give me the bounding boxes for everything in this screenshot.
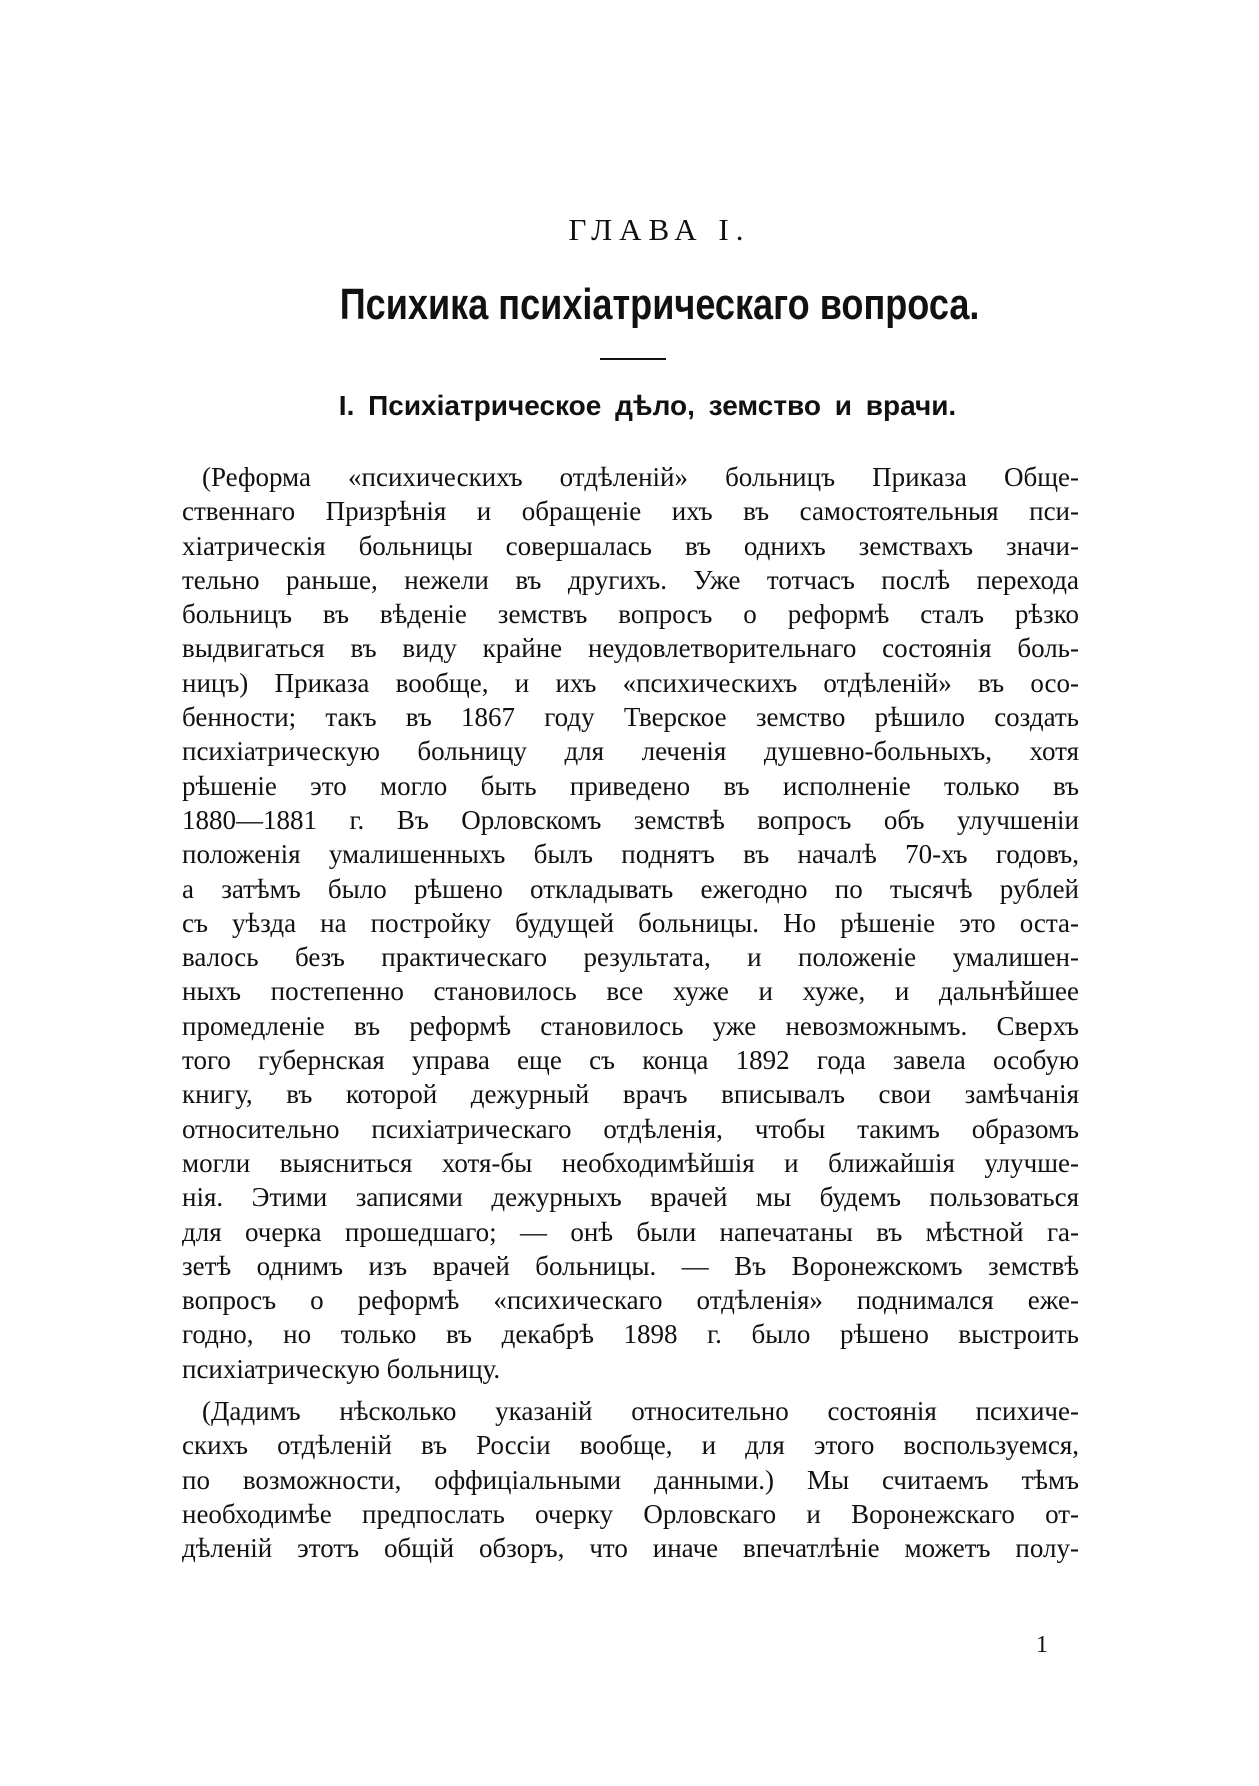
- text-line: съ уѣзда на постройку будущей больницы. Но рѣшеніе это оста-: [182, 907, 1079, 938]
- chapter-title: Психика психіатрическаго вопроса.: [339, 280, 980, 329]
- text-line: зетѣ однимъ изъ врачей больницы. — Въ Воронежскомъ земствѣ: [182, 1250, 1079, 1281]
- body-text: [182, 460, 1079, 1566]
- text-line: (Реформа «психическихъ отдѣленій» больницъ Приказа Обще-: [202, 462, 1079, 492]
- text-line: книгу, въ которой дежурный врачъ вписывалъ свои замѣчанія: [182, 1079, 1079, 1110]
- text-line: дѣленій этотъ общій обзоръ, что иначе впечатлѣніе можетъ полу-: [182, 1533, 1079, 1564]
- text-line: для очерка прошедшаго; — онѣ были напечатаны въ мѣстной га-: [182, 1216, 1079, 1247]
- text-line: вопросъ о реформѣ «психическаго отдѣленія» поднимался еже-: [182, 1285, 1079, 1316]
- text-line: нія. Этими записями дежурныхъ врачей мы будемъ пользоваться: [182, 1182, 1079, 1213]
- text-line: психіатрическую больницу для леченія душевно-больныхъ, хотя: [182, 736, 1079, 767]
- paragraph: [182, 1394, 1079, 1565]
- text-line: а затѣмъ было рѣшено откладывать ежегодно по тысячѣ рублей: [182, 873, 1079, 904]
- text-line: годно, но только въ декабрѣ 1898 г. было рѣшено выстроить: [182, 1319, 1079, 1350]
- text-line: могли выясниться хотя-бы необходимѣйшія и ближайшія улучше-: [182, 1147, 1079, 1178]
- text-line: психіатрическую больницу.: [182, 1353, 501, 1384]
- text-line: хіатрическія больницы совершалась въ однихъ земствахъ значи-: [182, 530, 1079, 561]
- page-number: 1: [1036, 1632, 1048, 1658]
- text-line: бенности; такъ въ 1867 году Тверское земство рѣшило создать: [182, 702, 1079, 733]
- chapter-label: ГЛАВА I.: [568, 212, 751, 247]
- text-line: тельно раньше, нежели въ другихъ. Уже тотчасъ послѣ перехода: [182, 564, 1079, 595]
- text-line: промедленіе въ реформѣ становилось уже невозможнымъ. Сверхъ: [182, 1010, 1079, 1041]
- text-line: скихъ отдѣленій въ Россіи вообще, и для этого воспользуемся,: [182, 1430, 1079, 1461]
- text-line: ницъ) Приказа вообще, и ихъ «психическихъ отдѣленій» въ осо-: [182, 667, 1079, 698]
- paragraph: [182, 460, 1079, 1386]
- text-line: ственнаго Призрѣнія и обращеніе ихъ въ самостоятельныя пси-: [182, 496, 1079, 527]
- section-heading: I. Психіатрическое дѣло, земство и врачи.: [338, 390, 957, 421]
- text-line: (Дадимъ нѣсколько указаній относительно состоянія психиче-: [202, 1396, 1079, 1427]
- text-line: ныхъ постепенно становилось все хуже и хуже, и дальнѣйшее: [182, 976, 1079, 1007]
- text-line: по возможности, оффиціальными данными.) Мы считаемъ тѣмъ: [182, 1464, 1079, 1495]
- text-line: того губернская управа еще съ конца 1892 года завела особую: [182, 1045, 1079, 1076]
- text-line: необходимѣе предпослать очерку Орловскаго и Воронежскаго от-: [182, 1498, 1079, 1529]
- paragraph-gap: [182, 1386, 1079, 1394]
- text-line: выдвигаться въ виду крайне неудовлетворительнаго состоянія боль-: [182, 633, 1079, 664]
- text-line: 1880—1881 г. Въ Орловскомъ земствѣ вопросъ объ улучшеніи: [182, 804, 1079, 835]
- text-line: валось безъ практическаго результата, и положеніе умалишен-: [182, 942, 1079, 973]
- title-divider: [600, 358, 666, 360]
- text-line: относительно психіатрическаго отдѣленія, чтобы такимъ образомъ: [182, 1113, 1079, 1144]
- text-line: больницъ въ вѣденіе земствъ вопросъ о реформѣ сталъ рѣзко: [182, 599, 1079, 630]
- text-line: положенія умалишенныхъ былъ поднятъ въ началѣ 70-хъ годовъ,: [182, 839, 1079, 870]
- text-line: рѣшеніе это могло быть приведено въ исполненіе только въ: [182, 770, 1079, 801]
